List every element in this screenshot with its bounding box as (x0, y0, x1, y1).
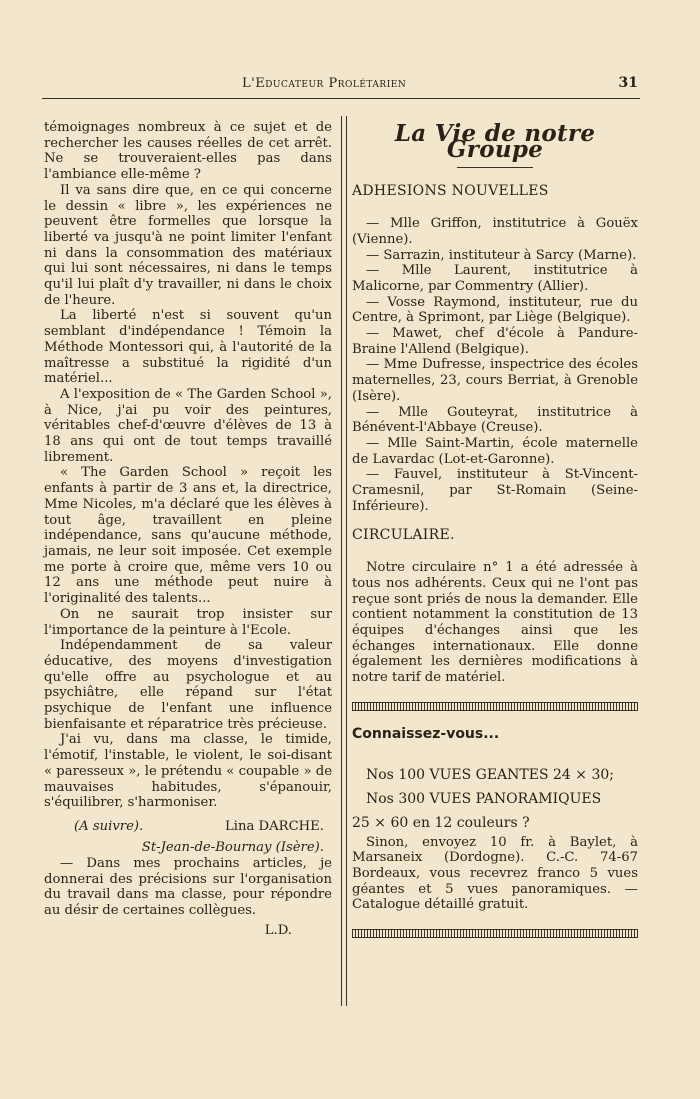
hatched-rule (352, 929, 638, 938)
right-column (352, 122, 638, 954)
circulaire-text: Notre circulaire n° 1 a été adressée à tous nos adhérents. Ceux qui ne l'ont pas reçue sont priés de nous la demander. Elle contient notamment la constitution de 13 équipes d'échanges ainsi que les échanges internationaux. Elle donne également les dernières modifications à notre tarif de matériel. (352, 560, 638, 686)
page-number: 31 (618, 75, 638, 91)
connaissez-heading: Connaissez-vous... (352, 725, 500, 742)
page-header (42, 74, 640, 99)
paragraph: On ne saurait trop insister sur l'importance de la peinture à l'Ecole. (44, 606, 332, 638)
adhesion-item: — Fauvel, instituteur à St-Vincent-Cramesnil, par St-Romain (Seine-Inférieure). (352, 467, 638, 514)
adhesions-heading: ADHESIONS NOUVELLES (352, 183, 549, 200)
journal-title: L'Educateur Prolétarien (242, 76, 407, 91)
left-column (44, 120, 332, 939)
adhesion-item: — Mlle Saint-Martin, école maternelle de Lavardac (Lot-et-Garonne). (352, 435, 638, 467)
paragraph: La liberté n'est si souvent qu'un semblant d'indépendance ! Témoin la Méthode Montessori qui, à l'autorité de la maîtresse a substitué la rigidité d'un matériel... (44, 308, 332, 387)
adhesion-item: — Mme Dufresse, inspectrice des écoles maternelles, 23, cours Berriat, à Grenoble (Isère). (352, 357, 638, 404)
offer-line: Nos 300 VUES PANORAMIQUES (366, 790, 602, 807)
hatched-rule (352, 702, 638, 711)
author-name: Lina DARCHE. (225, 818, 324, 834)
adhesion-item: — Sarrazin, instituteur à Sarcy (Marne). (366, 247, 637, 263)
offer-line: 25 × 60 en 12 couleurs ? (352, 814, 530, 831)
paragraph: « The Garden School » reçoit les enfants à partir de 3 ans et, la directrice, Mme Nicoles, m'a déclaré que les élèves à tout âge, travaillent en pleine indépendance, sans qu'aucune méthode, jamais, ne leur soit imposée. Cet exemple me porte à croire que, même vers 10 ou 12 ans une méthode peut nuire à l'originalité des talents... (44, 465, 332, 607)
paragraph: Il va sans dire que, en ce qui concerne le dessin « libre », les expériences ne peuvent être formelles que lorsque la liberté va jusqu'à ne point limiter l'enfant ni dans la consommation des matériaux qui lui sont nécessaires, ni dans le temps qu'il lui plaît d'y travailler, ni dans le choix de l'heure. (44, 182, 332, 308)
to-be-continued: (A suivre). (74, 818, 144, 834)
author-note: — Dans mes prochains articles, je donnerai des précisions sur l'organisation du travail dans ma classe, pour répondre au désir de certaines collègues. (44, 856, 332, 919)
title-rule (457, 167, 533, 168)
adhesion-item: — Mawet, chef d'école à Pandure-Braine l'Allend (Belgique). (352, 326, 638, 357)
adhesion-item: — Mlle Griffon, institutrice à Gouëx (Vienne). (352, 216, 638, 247)
paragraph: Indépendamment de sa valeur éducative, des moyens d'investigation qu'elle offre au psychologue et au psychiâtre, elle répand sur l'état psychique de l'enfant une influence bienfaisante et réparatrice très précieuse. (44, 638, 332, 732)
adhesion-item: — Mlle Gouteyrat, institutrice à Bénévent-l'Abbaye (Creuse). (352, 404, 638, 436)
adhesion-item: — Mlle Laurent, institutrice à Malicorne, par Commentry (Allier). (352, 263, 638, 294)
author-place: St-Jean-de-Bournay (Isère). (141, 840, 324, 856)
adhesion-item: — Vosse Raymond, instituteur, rue du Centre, à Sprimont, par Liège (Belgique). (352, 294, 638, 326)
paragraph: A l'exposition de « The Garden School », à Nice, j'ai pu voir des peintures, véritables chef-d'œuvre d'élèves de 13 à 18 ans qui ont de tout temps travaillé librement. (44, 386, 332, 465)
paragraph: témoignages nombreux à ce sujet et de rechercher les causes réelles de cet arrêt. Ne se trouveraient-elles pas dans l'ambiance elle-même ? (44, 120, 332, 183)
circulaire-heading: CIRCULAIRE. (352, 527, 455, 544)
column-divider (341, 116, 347, 1006)
paragraph: J'ai vu, dans ma classe, le timide, l'émotif, l'instable, le violent, le soi-disant « paresseux », le prétendu « coupable » de mauvaises habitudes, s'épanouir, s'équilibrer, s'harmoniser. (44, 732, 332, 811)
sinon-text: Sinon, envoyez 10 fr. à Baylet, à Marsaneix (Dordogne). C.-C. 74-67 Bordeaux, vous recevrez franco 5 vues géantes et 5 vues panoramiques. — Catalogue détaillé gratuit. (352, 834, 638, 913)
section-title: La Vie de notre Groupe (394, 120, 596, 163)
offer-line: Nos 100 VUES GEANTES 24 × 30; (366, 766, 614, 783)
author-initials: L.D. (264, 922, 292, 938)
offer-block (352, 763, 638, 835)
